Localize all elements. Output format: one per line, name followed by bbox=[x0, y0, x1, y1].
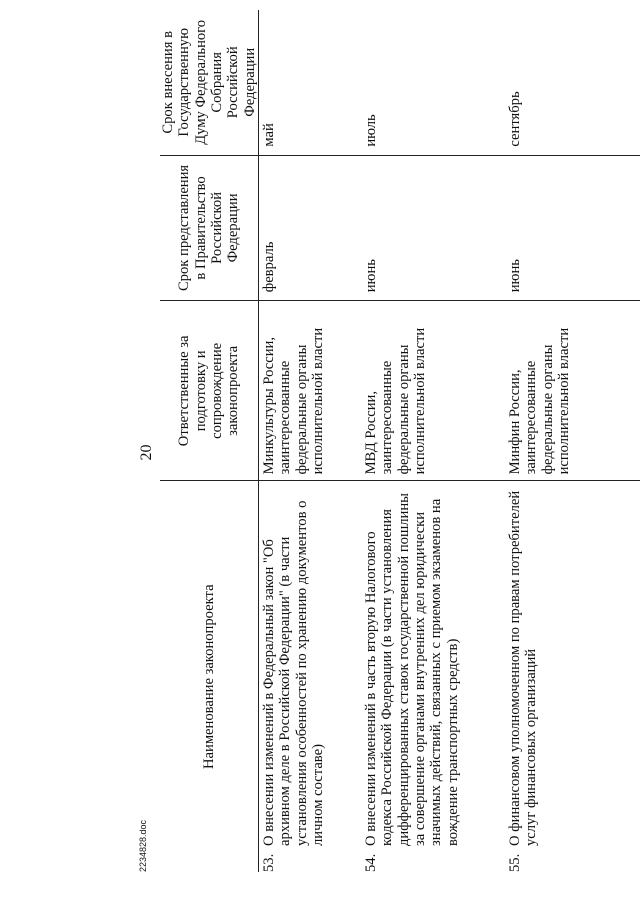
cell-duma-deadline bbox=[259, 10, 362, 155]
document-reference: 2234828.doc bbox=[138, 819, 148, 872]
gov-deadline-text: февраль bbox=[261, 241, 278, 293]
cell-name bbox=[505, 481, 640, 872]
gov-deadline-text: июнь bbox=[507, 259, 524, 293]
cell-name bbox=[259, 481, 362, 872]
table-row bbox=[361, 10, 505, 872]
cell-duma-deadline bbox=[505, 10, 640, 155]
bills-table bbox=[160, 10, 640, 872]
header-name bbox=[160, 481, 259, 872]
responsible-text: МВД России, заинтересованные федеральные органы исполнительной власти bbox=[363, 327, 429, 475]
bill-name: О внесении изменений в Федеральный закон "Об архивном деле в Российской Федерации" (в части установления особенностей по хранению документов о личном составе) bbox=[261, 500, 327, 846]
header-gov-deadline-text: Срок представления в Правительство Российской Федерации bbox=[176, 164, 242, 292]
page-number: 20 bbox=[138, 444, 155, 461]
duma-deadline-text: сентябрь bbox=[507, 91, 524, 147]
cell-name bbox=[361, 481, 505, 872]
cell-responsible bbox=[505, 301, 640, 481]
responsible-text: Минкультуры России, заинтересованные федеральные органы исполнительной власти bbox=[261, 327, 327, 475]
duma-deadline-text: май bbox=[261, 123, 278, 147]
header-responsible-text: Ответственные за подготовку и сопровождение законопроекта bbox=[176, 335, 242, 447]
header-gov-deadline bbox=[160, 155, 259, 301]
cell-gov-deadline bbox=[505, 155, 640, 301]
cell-gov-deadline bbox=[259, 155, 362, 301]
duma-deadline-text: июль bbox=[363, 114, 380, 147]
gov-deadline-text: июнь bbox=[363, 259, 380, 293]
header-name-text: Наименование законопроекта bbox=[200, 584, 217, 769]
header-responsible bbox=[160, 301, 259, 481]
row-number: 53. bbox=[261, 853, 278, 872]
cell-responsible bbox=[259, 301, 362, 481]
responsible-text: Минфин России, заинтересованные федеральные органы исполнительной власти bbox=[507, 327, 573, 475]
table-row bbox=[259, 10, 362, 872]
cell-gov-deadline bbox=[361, 155, 505, 301]
header-duma-deadline-text: Срок внесения в Государственную Думу Федерального Собрания Российской Федерации bbox=[160, 19, 258, 145]
row-number: 55. bbox=[507, 853, 524, 872]
cell-responsible bbox=[361, 301, 505, 481]
row-number: 54. bbox=[363, 853, 380, 872]
header-duma-deadline bbox=[160, 10, 259, 155]
table-row bbox=[505, 10, 640, 872]
bill-name: О внесении изменений в часть вторую Налогового кодекса Российской Федерации (в части установления дифференцированных ставок государственной пошлины за совершение органами внутренних дел юридически значимых действий, связанных с приемом экзаменов на вождение транспортных средств) bbox=[363, 493, 461, 846]
cell-duma-deadline bbox=[361, 10, 505, 155]
bill-name: О финансовом уполномоченном по правам потребителей услуг финансовых организаций bbox=[507, 490, 540, 846]
table-header-row bbox=[160, 10, 259, 872]
